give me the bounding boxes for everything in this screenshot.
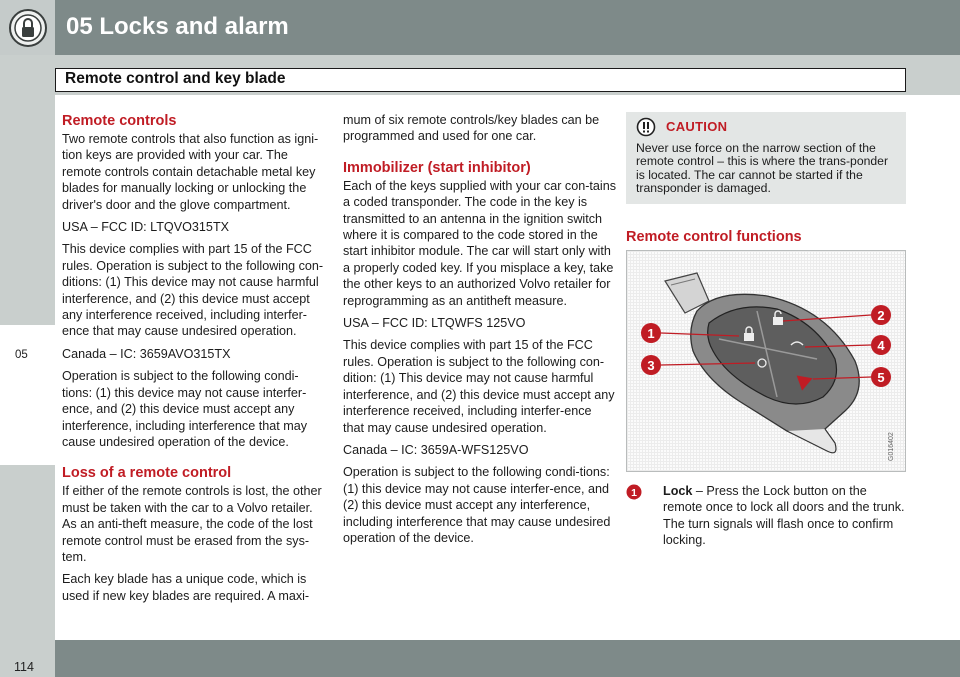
paragraph: If either of the remote controls is lost, the other must be taken with the car to a Volvo retailer. As an anti-theft measure, the code of the lost remote control must be erased from the sys-tem. (62, 484, 322, 564)
paragraph: Canada – IC: 3659A-WFS125VO (343, 442, 529, 457)
callout-2-label: 2 (877, 308, 885, 323)
side-chapter-strip (0, 55, 55, 640)
heading-remote-controls: Remote controls (62, 113, 177, 129)
chapter-tab-label: 05 (15, 349, 28, 361)
callout-item-lock (626, 483, 906, 549)
heading-immobilizer: Immobilizer (start inhibitor) (343, 159, 531, 176)
paragraph: Each of the keys supplied with your car con-tains a coded transponder. The code in the key is transmitted to an antenna in the ignition switch where it is compared to the code stored in the start inhibitor module. The car will start only with a properly coded key. If you misplace a key, take the other keys to an authorized Volvo retailer for reprogramming as an antitheft measure. (343, 178, 617, 308)
paragraph: USA – FCC ID: LTQVO315TX (62, 220, 230, 235)
heading-loss-of-remote: Loss of a remote control (62, 465, 232, 482)
page-number-box (0, 640, 55, 677)
callout-item-text: – Press the Lock button on the remote once to lock all doors and the trunk. The turn signals will flash once to confirm locking. (663, 484, 905, 548)
paragraph: This device complies with part 15 of the FCC rules. Operation is subject to the following con-dition: (1) This device may not cause harmful interference, and (2) this device must accept any interference received, including interfer-ence that may cause undesired operation. (343, 338, 615, 435)
side-strip-lower (0, 465, 55, 640)
chapter-title: 05 Locks and alarm (66, 13, 289, 40)
page-number: 114 (14, 660, 34, 674)
bottom-footer-bar (0, 640, 960, 677)
transponder-section (787, 429, 836, 453)
top-header-bar (0, 0, 960, 55)
callout-5 (871, 367, 891, 387)
caution-header (636, 117, 727, 137)
paragraph: Operation is subject to the following condi-tions: (1) this device may not cause interfer-ence, and (2) this device must accept any interference, including interference that may cause undesired operation of the device. (62, 369, 308, 449)
figure-code: G016402 (888, 432, 895, 461)
side-strip-upper (0, 55, 55, 325)
paragraph: mum of six remote controls/key blades can be programmed and used for one car. (343, 113, 600, 144)
callout-4 (871, 335, 891, 355)
remote-control-illustration (626, 250, 906, 472)
paragraph: Two remote controls that also function as igni-tion keys are provided with your car. The remote controls contain detachable metal key blades for manually locking or unlocking the driver's door and the glove compartment. (62, 132, 319, 212)
lock-button-icon (744, 333, 754, 341)
callout-3 (641, 355, 661, 375)
chapter-tab (0, 325, 55, 465)
lock-alarm-icon (8, 8, 48, 48)
column-left (62, 112, 324, 610)
callout-1 (641, 323, 661, 343)
column-right (626, 112, 906, 549)
paragraph: Each key blade has a unique code, which is used if new key blades are required. A maxi- (62, 572, 310, 603)
caution-title: CAUTION (666, 119, 728, 135)
column-middle (343, 112, 616, 552)
section-title: Remote control and key blade (55, 68, 906, 92)
callout-2 (871, 305, 891, 325)
callout-number-icon (626, 484, 642, 500)
callout-3-label: 3 (647, 358, 655, 373)
warning-icon (636, 117, 656, 137)
callout-1-label: 1 (647, 326, 655, 341)
paragraph: This device complies with part 15 of the FCC rules. Operation is subject to the following con-ditions: (1) This device may not cause harmful interference, and (2) this device must accept any interference received, including interfer-ence that may cause undesired operation. (62, 242, 324, 339)
heading-remote-functions: Remote control functions (626, 229, 802, 245)
callout-5-label: 5 (877, 370, 885, 385)
caution-text: Never use force on the narrow section of the remote control – this is where the trans-ponder is located. The car cannot be started if the transponder is damaged. (636, 141, 888, 196)
caution-box (626, 112, 906, 204)
remote-control-drawing (627, 251, 905, 471)
callout-item-number: 1 (631, 487, 637, 499)
paragraph: USA – FCC ID: LTQWFS 125VO (343, 316, 526, 331)
callout-4-label: 4 (877, 338, 885, 353)
paragraph: Operation is subject to the following condi-tions: (1) this device may not cause interfer-ence, and (2) this device must accept any interference, including interference that may cause undesired operation of the device. (343, 465, 611, 545)
paragraph: Canada – IC: 3659AVO315TX (62, 346, 231, 361)
chapter-logo (0, 0, 55, 55)
callout-item-label: Lock (663, 484, 693, 498)
unlock-button-icon (773, 317, 783, 325)
